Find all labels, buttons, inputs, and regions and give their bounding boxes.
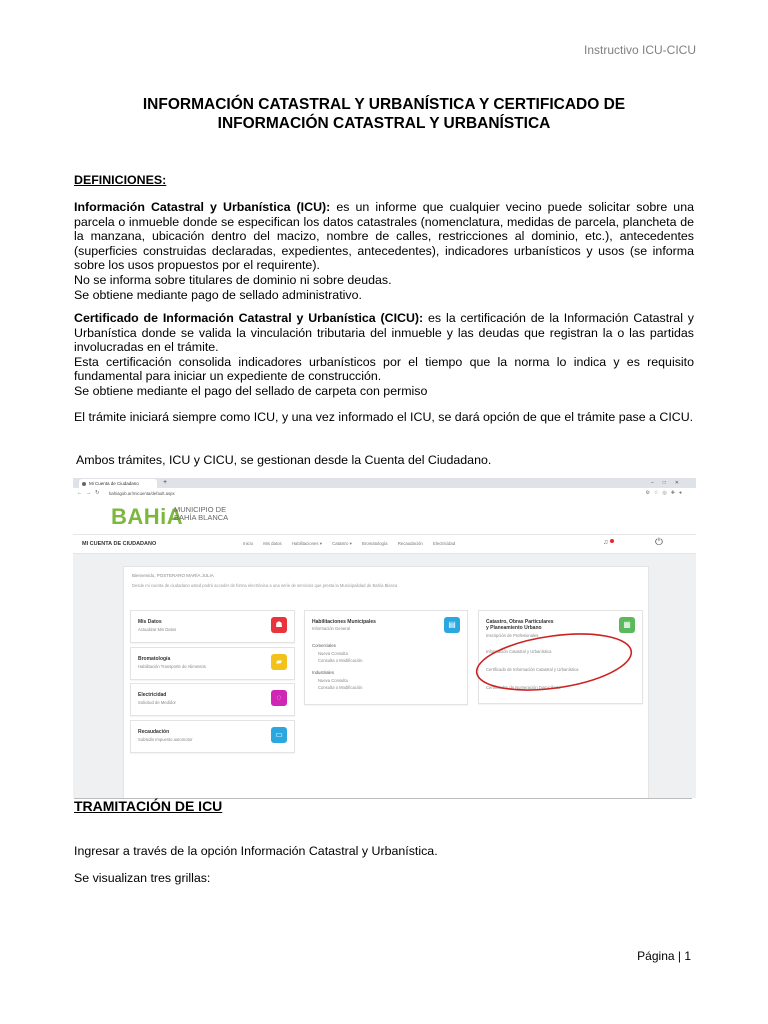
embedded-screenshot [73, 478, 696, 798]
bahia-logo[interactable]: BAHiA [111, 504, 184, 529]
tab-favicon-icon [82, 482, 86, 486]
link-nueva-consulta-comerciales[interactable]: Nueva Consulta [318, 651, 348, 656]
site-brandbar [73, 499, 696, 534]
link-consulta-modificacion-industriales[interactable]: Consulta o Modificación [318, 685, 363, 690]
forward-icon[interactable]: → [86, 490, 92, 496]
link-nueva-consulta-industriales[interactable]: Nueva Consulta [318, 678, 348, 683]
card-title-line-2: y Planeamiento Urbano [486, 625, 542, 631]
main-panel [123, 566, 649, 798]
truck-icon: ▰ [271, 654, 287, 670]
section-heading-text: TRAMITACIÓN DE ICU [74, 798, 223, 814]
page-number: Página | 1 [637, 949, 691, 963]
paragraph-grillas: Se visualizan tres grillas: [74, 871, 211, 885]
power-icon[interactable]: ⏻ [655, 537, 663, 548]
link-certificados-numeracion[interactable]: Certificados de Numeración Domiciliaria [486, 685, 561, 690]
cicu-line-2: Esta certificación consolida indicadores urbanísticos por el tiempo que la norma lo indica y es requisito fundamental para iniciar un expediente de construcción. [74, 354, 694, 384]
icu-line-3: Se obtiene mediante pago de sellado administrativo. [74, 287, 362, 302]
group-industriales: Industriales [312, 670, 334, 675]
card-title: Bromatología [138, 656, 171, 662]
reload-icon[interactable]: ↻ [95, 490, 100, 496]
highlight-ellipse [124, 567, 648, 798]
nav-item-mis-datos[interactable]: Mis datos [263, 541, 282, 546]
nav-item-inicio[interactable]: Inicio [243, 541, 254, 546]
url-field[interactable]: bahiagob.ar/micuenta/default.aspx [109, 491, 175, 496]
cicu-description: es la certificación de la Información Catastral y Urbanística donde se valida la vinculación tributaria del inmueble y las deudas que registran la o las partidas involucradas en el trámite. [74, 311, 694, 355]
icu-description: es un informe que cualquier vecino puede solicitar sobre una parcela o inmueble donde se especifican los datos catastrales (nomenclatura, medidas de parcela, plancheta de la manzana, ubicación dentro del macizo, nombre de calles, restricciones al dominio, etc.), antecedentes (superficies construidas declaradas, expedientes, antecedentes), indicadores urbanísticos y usos (se informa sobre los usos propuestos por el requirente). [74, 200, 694, 273]
card-subtitle[interactable]: Subsidio Impuesto automotor [138, 737, 193, 742]
tab-title: Mi Cuenta de Ciudadano [89, 481, 139, 486]
card-title: Mis Datos [138, 619, 162, 625]
new-tab-icon[interactable]: + [163, 479, 168, 486]
link-certificado-informacion-catastral[interactable]: Certificado de Información Catastral y Urbanística [486, 667, 579, 672]
nav-item-bromatologia[interactable]: Bromatología [361, 541, 388, 546]
paragraph-ambos: Ambos trámites, ICU y CICU, se gestionan desde la Cuenta del Ciudadano. [76, 453, 492, 467]
card-title: Recaudación [138, 729, 170, 735]
icu-definition [74, 200, 694, 302]
welcome-subtext: Desde mi cuenta de ciudadano usted podrá acceder de forma electrónica a una serie de servicios que presta la Municipalidad de Bahía Blanca [132, 583, 398, 588]
card-title: Electricidad [138, 692, 167, 698]
document-title [74, 95, 694, 133]
definitions-heading-text: DEFINICIONES: [74, 173, 167, 187]
title-line-1: INFORMACIÓN CATASTRAL Y URBANÍSTICA Y CERTIFICADO DE [142, 96, 626, 113]
notification-badge [610, 539, 614, 543]
nav-item-recaudacion[interactable]: Recaudación [397, 541, 423, 546]
cicu-line-3: Se obtiene mediante el pago del sellado de carpeta con permiso [74, 383, 428, 398]
card-title-line-1: Catastro, Obras Particulares [486, 619, 554, 625]
group-comerciales: Comerciales [312, 643, 336, 648]
card-title: Habilitaciones Municipales [312, 619, 376, 625]
nav-brand[interactable]: MI CUENTA DE CIUDADANO [82, 541, 157, 547]
window-controls[interactable]: ‒□✕ [651, 480, 688, 486]
definitions-heading [74, 173, 694, 188]
link-inscripcion-profesionales[interactable]: Inscripción de Profesionales [486, 633, 539, 638]
lightbulb-icon: ◌ [271, 690, 287, 706]
browser-tab[interactable] [79, 479, 157, 488]
bell-icon[interactable]: ♫ [603, 539, 609, 546]
nav-item-habilitaciones[interactable]: Habilitaciones ▾ [291, 541, 322, 546]
section-heading-icu [74, 799, 694, 815]
logo-subtitle [174, 506, 228, 522]
card-subtitle[interactable]: Información General [312, 626, 350, 631]
cicu-term: Certificado de Información Catastral y Urbanística (CICU): [74, 311, 424, 325]
map-icon: ▦ [619, 617, 635, 633]
link-informacion-catastral[interactable]: Información Catastral y Urbanística [486, 649, 552, 654]
money-icon: ▭ [271, 727, 287, 743]
logo-sub-line-2: BAHÍA BLANCA [174, 513, 229, 522]
icu-line-2: No se informa sobre titulares de dominio ni sobre deudas. [74, 272, 392, 287]
site-navbar [73, 534, 696, 554]
card-subtitle[interactable]: Habilitación Transporte de Alimentos [138, 664, 206, 669]
document-icon: ▤ [444, 617, 460, 633]
icu-term: Información Catastral y Urbanística (ICU): [74, 200, 331, 214]
nav-item-catastro[interactable]: Catastro ▾ [332, 541, 352, 546]
cicu-definition [74, 311, 694, 399]
card-subtitle[interactable]: Actualizar Mis Datos [138, 627, 177, 632]
paragraph-tramite: El trámite iniciará siempre como ICU, y una vez informado el ICU, se dará opción de que el trámite pase a CICU. [74, 410, 694, 424]
users-icon: ☗ [271, 617, 287, 633]
running-header: Instructivo ICU-CICU [583, 43, 696, 57]
paragraph-ingresar: Ingresar a través de la opción Información Catastral y Urbanística. [74, 844, 438, 858]
logo-sub-line-1: MUNICIPIO DE [174, 505, 227, 514]
browser-tabbar [73, 478, 696, 488]
card-subtitle[interactable]: Solicitud de Medidor [138, 700, 176, 705]
link-consulta-modificacion-comerciales[interactable]: Consulta o Modificación [318, 658, 363, 663]
nav-item-electricidad[interactable]: Electricidad [433, 541, 456, 546]
back-icon[interactable]: ← [77, 490, 83, 496]
welcome-text: Bienvenido, POSTERARO MARÍA JULIA [132, 573, 214, 578]
title-line-2: INFORMACIÓN CATASTRAL Y URBANÍSTICA [217, 115, 551, 132]
nav-menu [243, 535, 464, 553]
extension-icons[interactable]: ⚙☆◎✚● [645, 490, 686, 496]
